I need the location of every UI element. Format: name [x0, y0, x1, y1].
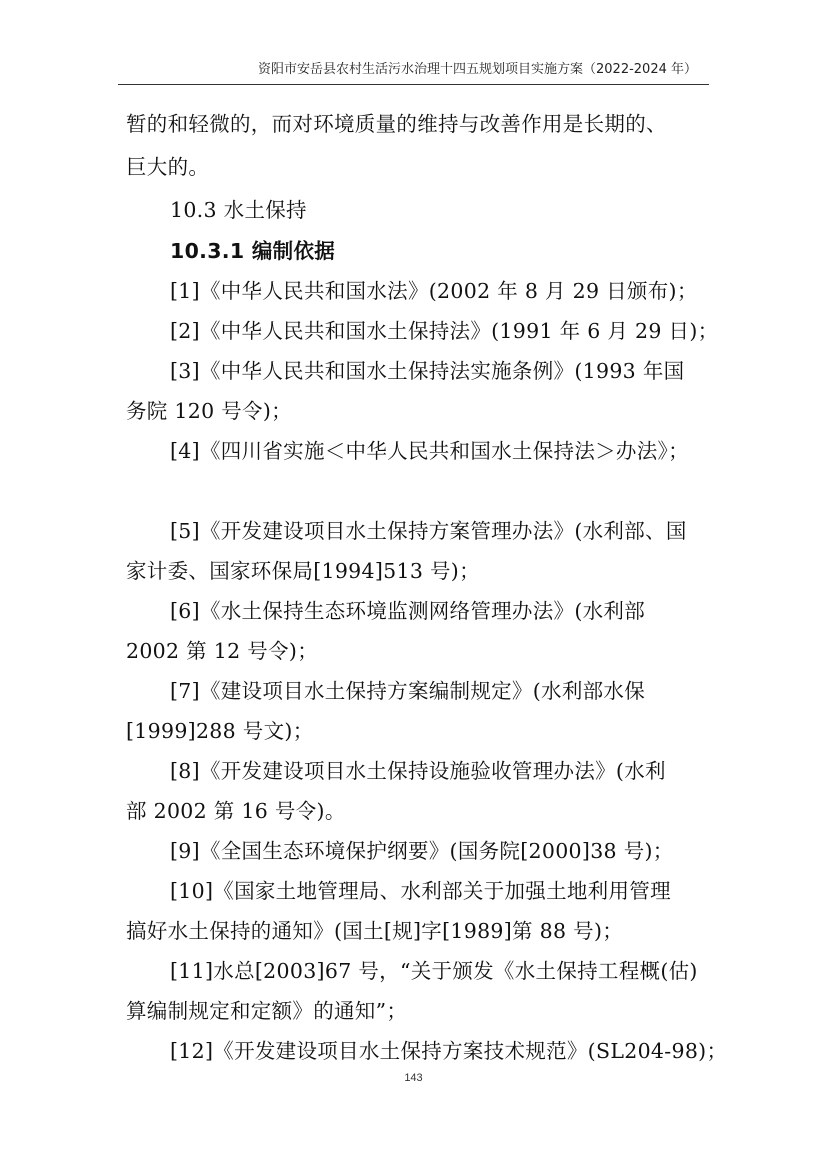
reference-item-cont: 搞好水土保持的通知》(国土[规]字[1989]第 88 号)；	[126, 919, 624, 943]
reference-item-cont: 2002 第 12 号令)；	[126, 639, 319, 663]
subsection-heading: 10.3.1 编制依据	[170, 239, 336, 263]
page-header: 资阳市安岳县农村生活污水治理十四五规划项目实施方案（2022-2024 年）	[258, 62, 697, 77]
reference-item-cont: 算编制规定和定额》的通知”；	[126, 999, 408, 1023]
reference-item: [9]《全国生态环境保护纲要》(国务院[2000]38 号)；	[170, 839, 674, 863]
reference-item-cont: 部 2002 第 16 号令)。	[126, 799, 346, 823]
reference-item-cont: 务院 120 号令)；	[126, 399, 292, 423]
reference-item: [5]《开发建设项目水土保持方案管理办法》(水利部、国	[170, 519, 687, 543]
reference-item: [1]《中华人民共和国水法》(2002 年 8 月 29 日颁布)；	[170, 279, 698, 303]
reference-item: [3]《中华人民共和国水土保持法实施条例》(1993 年国	[170, 359, 685, 383]
reference-item: [6]《水土保持生态环境监测网络管理办法》(水利部	[170, 599, 646, 623]
page-number: 143	[404, 1072, 423, 1084]
text-line: 暂的和轻微的，而对环境质量的维持与改善作用是长期的、	[126, 112, 667, 136]
reference-item-cont: 家计委、国家环保局[1994]513 号)；	[126, 559, 480, 583]
section-heading: 10.3 水土保持	[170, 198, 307, 222]
reference-item: [8]《开发建设项目水土保持设施验收管理办法》(水利	[170, 759, 666, 783]
reference-item: [2]《中华人民共和国水土保持法》(1991 年 6 月 29 日)；	[170, 319, 719, 343]
reference-item: [12]《开发建设项目水土保持方案技术规范》(SL204-98)；	[170, 1039, 728, 1063]
reference-item: [7]《建设项目水土保持方案编制规定》(水利部水保	[170, 679, 646, 703]
reference-item: [4]《四川省实施＜中华人民共和国水土保持法＞办法》；	[170, 439, 689, 463]
reference-item-cont: [1999]288 号文)；	[126, 719, 314, 743]
header-rule	[118, 84, 709, 85]
reference-item: [10]《国家土地管理局、水利部关于加强土地利用管理	[170, 879, 671, 903]
text-line: 巨大的。	[126, 155, 210, 179]
reference-item: [11]水总[2003]67 号，“关于颁发《水土保持工程概(估)	[170, 959, 698, 983]
